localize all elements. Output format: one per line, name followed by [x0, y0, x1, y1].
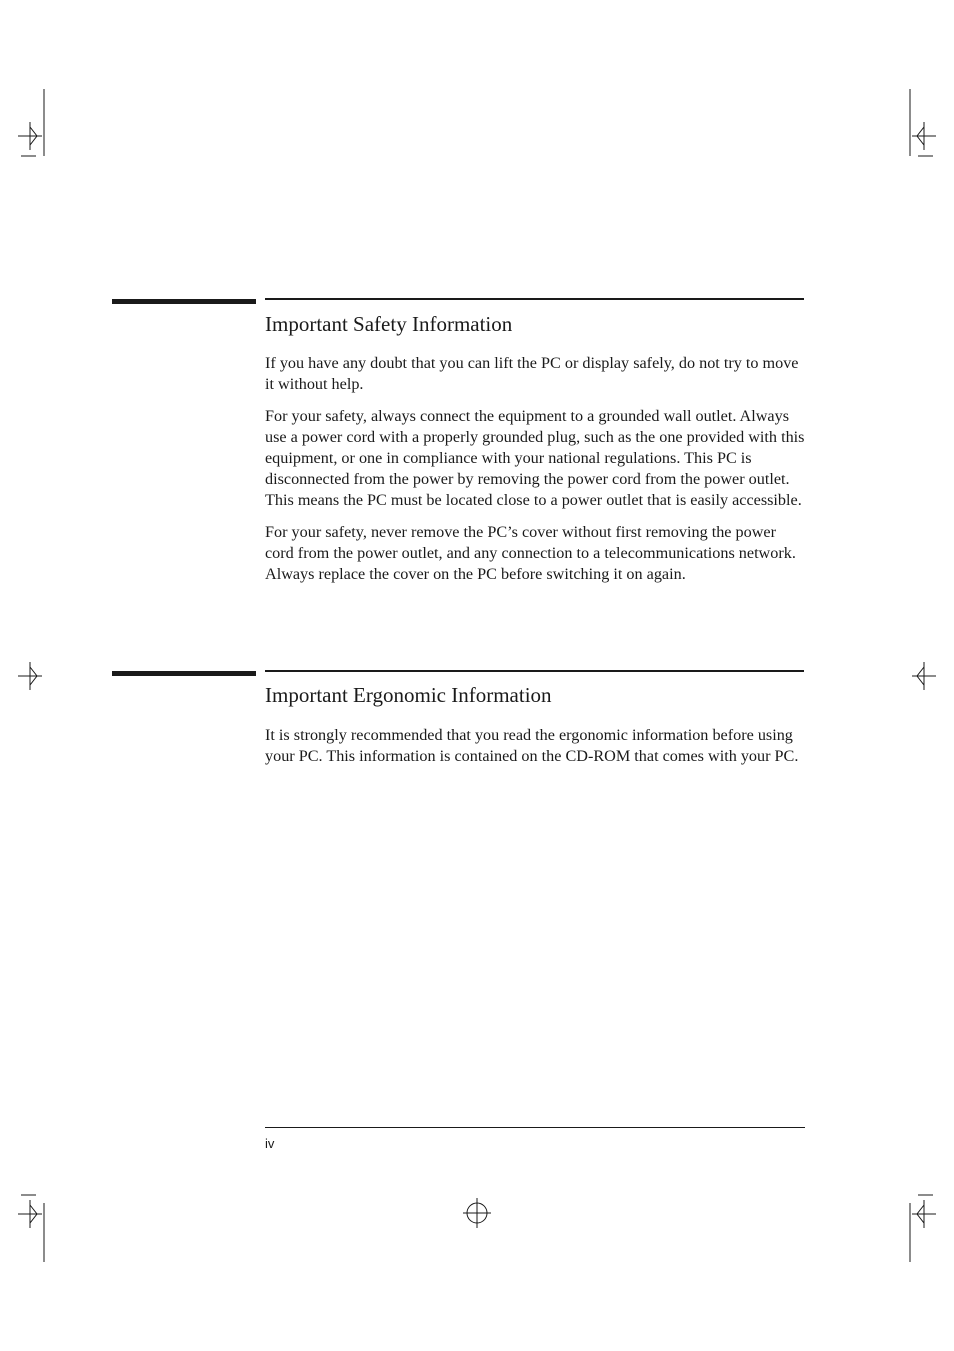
- registration-mark-top-right-icon: [910, 89, 936, 156]
- section-body: [265, 725, 805, 778]
- registration-mark-bottom-center-icon: [463, 1198, 491, 1228]
- section-heading: Important Safety Information: [265, 312, 513, 336]
- paragraph: If you have any doubt that you can lift the PC or display safely, do not try to move it without help.: [265, 354, 799, 393]
- section-marker-bar: [112, 671, 256, 676]
- section-divider: [265, 670, 804, 672]
- section-marker-bar: [112, 299, 256, 304]
- registration-mark-bottom-right-icon: [910, 1195, 936, 1262]
- paragraph: It is strongly recommended that you read the ergonomic information before using your PC. This information is contained on the CD-ROM that comes with your PC.: [265, 726, 799, 765]
- section-heading: Important Ergonomic Information: [265, 683, 552, 707]
- registration-mark-bottom-left-icon: [18, 1195, 44, 1262]
- paragraph: For your safety, never remove the PC’s cover without first removing the power cord from the power outlet, and any connection to a telecommunications network. Always replace the cover on the PC before switching it on again.: [265, 523, 796, 583]
- section-divider: [265, 298, 804, 300]
- paragraph: For your safety, always connect the equipment to a grounded wall outlet. Always use a power cord with a properly grounded plug, such as the one provided with this equipment, or one in compliance with your national regulations. This PC is disconnected from the power by removing the power cord from the power outlet. This means the PC must be located close to a power outlet that is easily accessible.: [265, 407, 805, 509]
- registration-mark-top-left-icon: [18, 89, 44, 156]
- section-body: [265, 353, 805, 596]
- footer-divider: [265, 1127, 805, 1128]
- registration-mark-middle-right-icon: [912, 662, 936, 690]
- page-number: iv: [265, 1136, 275, 1151]
- registration-mark-middle-left-icon: [18, 662, 42, 690]
